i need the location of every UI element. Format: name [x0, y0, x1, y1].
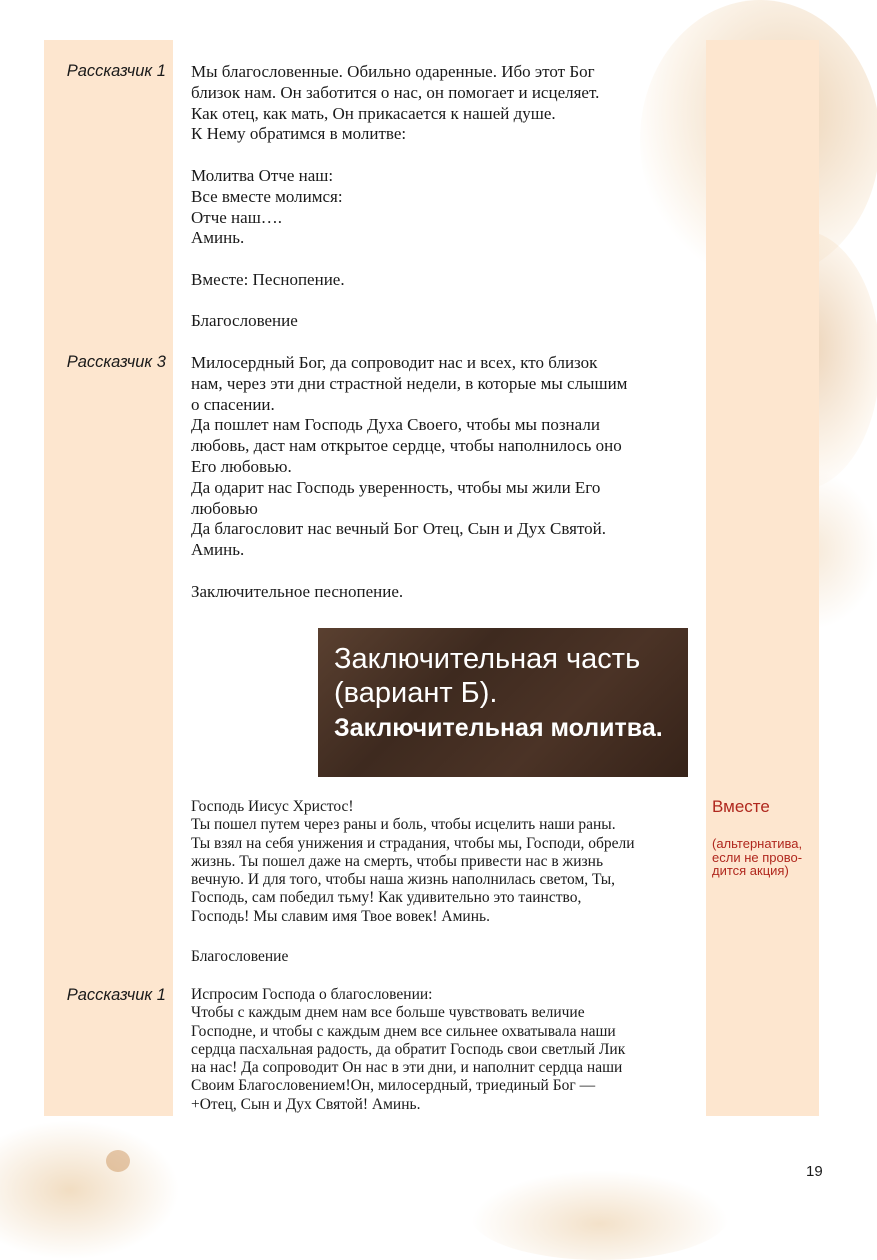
side-note-text: (альтернатива, если не прово- дится акция) — [712, 836, 803, 878]
narrator3-paragraph: Милосердный Бог, да сопроводит нас и всех, кто близок нам, через эти дни страстной недели, в которые мы слышим о спасении. Да пошлет нам Господь Духа Своего, чтобы мы познали любовь, даст нам открытое сердце, чтобы наполнилось оно Его любовью. Да одарит нас Господь уверенность, чтобы мы жили Его любовью Да благословит нас вечный Бог Отец, Сын и Дух Святой. Аминь. — [191, 353, 628, 560]
blessing-heading: Благословение — [191, 311, 298, 330]
banner-variant: (вариант Б). — [334, 677, 498, 709]
speaker-label: Рассказчик 1 — [66, 62, 166, 80]
blessing-heading: Благословение — [191, 948, 289, 965]
side-note-title: Вместе — [712, 797, 770, 816]
speaker-column — [44, 40, 173, 1116]
section-banner — [318, 628, 688, 777]
hymn-instruction: Вместе: Песнопение. — [191, 270, 345, 289]
speaker-label: Рассказчик 3 — [66, 353, 166, 371]
watercolor-stain — [0, 1120, 180, 1260]
notes-column — [706, 40, 819, 1116]
prayer-paragraph: Молитва Отче наш: Все вместе молимся: Отче наш…. Аминь. — [191, 166, 343, 248]
watercolor-stain — [106, 1150, 130, 1172]
closing-hymn: Заключительное песнопение. — [191, 582, 404, 601]
final-paragraph: Испросим Господа о благословении: Чтобы с каждым днем нам все больше чувствовать величие Господне, и чтобы с каждым днем все сильнее охватывала наши сердца пасхальная радость, да обратит Господь свои светлый Лик на нас! Да сопроводит Он нас в эти дни, и наполнит сердца наши Своим Благословением!Он, милосердный, триединый Бог — +Отец, Сын и Дух Святой! Аминь. — [191, 986, 626, 1113]
intro-paragraph: Мы благословенные. Обильно одаренные. Ибо этот Бог близок нам. Он заботится о нас, он помогает и исцеляет. Как отец, как мать, Он прикасается к нашей душе. К Нему обратимся в молитве: — [191, 62, 600, 144]
banner-subtitle: Заключительная молитва. — [334, 714, 663, 742]
banner-title: Заключительная часть — [334, 643, 641, 675]
lord-prayer-paragraph: Господь Иисус Христос! Ты пошел путем через раны и боль, чтобы исцелить наши раны. Ты взял на себя унижения и страдания, чтобы мы, Господи, обрели жизнь. Ты пошел даже на смерть, чтобы привести нас в жизнь вечную. И для того, чтобы наша жизнь наполнилась светом, Ты, Господь, сам победил тьму! Как удивительно это таинство, Господь! Мы славим имя Твое вовек! Аминь. — [191, 798, 635, 925]
speaker-label: Рассказчик 1 — [66, 986, 166, 1004]
watercolor-stain — [470, 1170, 730, 1260]
page-number: 19 — [806, 1163, 823, 1180]
